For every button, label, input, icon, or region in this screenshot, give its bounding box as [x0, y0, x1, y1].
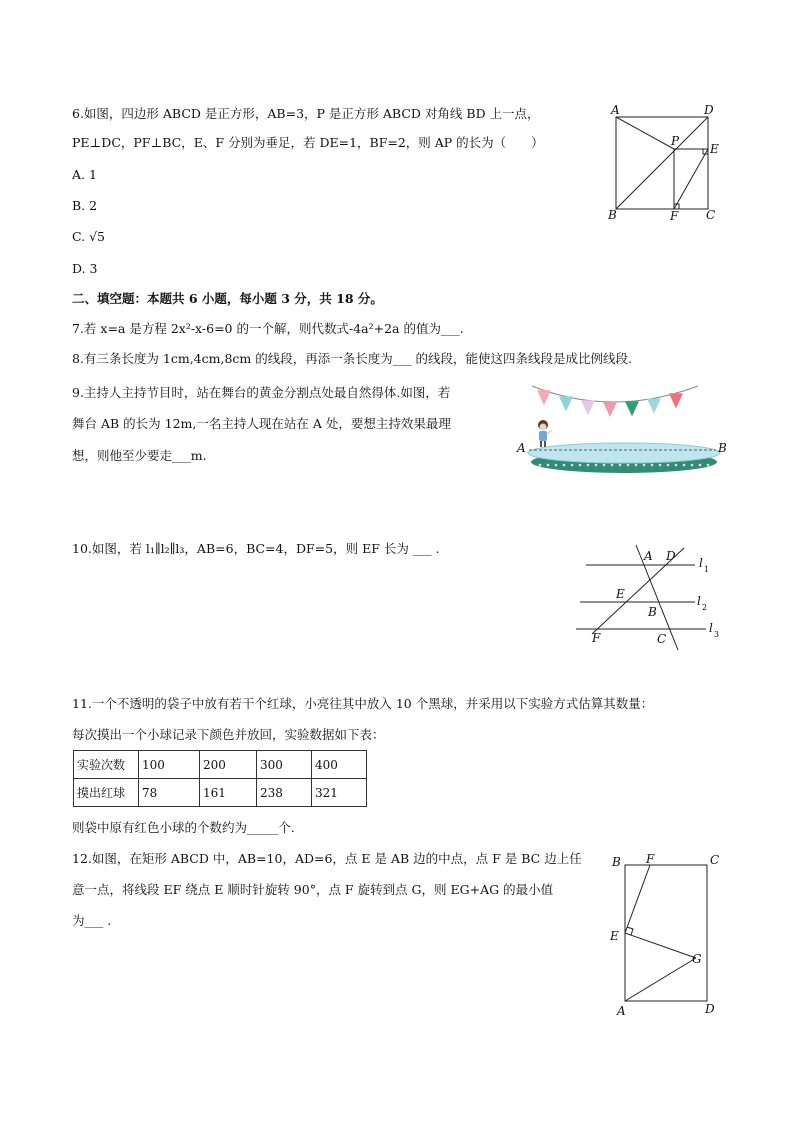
bunting-flag: [581, 400, 595, 415]
label-c: C: [706, 208, 716, 222]
label-l1-sub: 1: [704, 565, 710, 574]
q8-text: 8.有三条长度为 1cm,4cm,8cm 的线段，再添一条长度为___ 的线段，能使这四条线段是成比例线段.: [72, 351, 632, 366]
table-cell: 200: [200, 751, 257, 779]
table-row: [74, 751, 367, 779]
stage-dot: [683, 464, 686, 467]
bunting-flags: [537, 390, 683, 417]
segment-ef: [625, 865, 650, 933]
bunting-flag: [559, 396, 573, 411]
table-row: [74, 779, 367, 807]
stage-dot: [659, 464, 662, 467]
q6-text-line1: 6.如图，四边形 ABCD 是正方形，AB=3，P 是正方形 ABCD 对角线 BD 上一点，: [72, 106, 540, 121]
table-cell: 238: [257, 779, 312, 807]
stage-dot: [595, 464, 598, 467]
label-f: F: [646, 852, 655, 866]
stage-dot: [563, 464, 566, 467]
stage-dot: [651, 464, 654, 467]
bunting-flag: [669, 393, 683, 408]
stage-dot: [675, 464, 678, 467]
bunting-flag: [537, 390, 551, 405]
q9-text-line1: 9.主持人主持节目时，站在舞台的黄金分割点处最自然得体.如图，若: [72, 385, 451, 400]
q9-text-line2: 舞台 AB 的长为 12m,一名主持人现在站在 A 处，要想主持效果最理: [72, 416, 451, 431]
table-cell: 400: [312, 751, 367, 779]
label-l1: l: [699, 556, 703, 570]
bunting-flag: [603, 402, 617, 417]
label-g: G: [692, 952, 702, 966]
segment-ap: [616, 117, 674, 149]
stage-top: [528, 443, 720, 463]
q6-option-d: D. 3: [72, 261, 98, 276]
bunting-flag: [647, 398, 661, 413]
q10-text: 10.如图，若 l₁∥l₂∥l₃，AB=6，BC=4，DF=5，则 EF 长为 ___ .: [72, 541, 440, 556]
label-l3-sub: 3: [714, 630, 720, 639]
q11-text-line1: 11.一个不透明的袋子中放有若干个红球，小亮往其中放入 10 个黑球，并采用以下实验方式估算其数量：: [72, 696, 654, 711]
label-e: E: [610, 929, 619, 943]
diagonal-bd: [616, 117, 708, 209]
label-l2-sub: 2: [702, 603, 708, 612]
table-cell: 78: [139, 779, 200, 807]
stage-dot: [619, 464, 622, 467]
section2-title: 二、填空题：本题共 6 小题，每小题 3 分，共 18 分。: [72, 291, 383, 306]
host-figure: [538, 420, 552, 447]
segment-ag: [625, 958, 696, 1001]
stage-dot: [579, 464, 582, 467]
table-cell: 摸出红球: [74, 779, 139, 807]
q12-text-line2: 意一点，将线段 EF 绕点 E 顺时针旋转 90°，点 F 旋转到点 G，则 EG+AG 的最小值: [72, 882, 554, 897]
label-l2: l: [697, 594, 701, 608]
q9-text-line3: 想，则他至少要走___m.: [72, 448, 207, 463]
label-d: D: [666, 549, 676, 563]
stage-dot: [603, 464, 606, 467]
q6-option-a: A. 1: [72, 167, 97, 182]
stage-dot: [627, 464, 630, 467]
label-d: D: [705, 1002, 715, 1016]
label-c: C: [657, 632, 667, 646]
label-b: B: [608, 208, 617, 222]
table-cell: 300: [257, 751, 312, 779]
stage-dot: [707, 464, 710, 467]
label-f: F: [670, 209, 679, 223]
table-cell: 实验次数: [74, 751, 139, 779]
stage-dot: [587, 464, 590, 467]
label-p: P: [671, 134, 680, 148]
table-cell: 161: [200, 779, 257, 807]
label-b: B: [718, 441, 727, 455]
q7-text: 7.若 x=a 是方程 2x²-x-6=0 的一个解，则代数式-4a²+2a 的值为___.: [72, 321, 464, 336]
stage-dot: [611, 464, 614, 467]
q6-text-line2: PE⊥DC，PF⊥BC，E、F 分别为垂足，若 DE=1，BF=2，则 AP 的长为（ ）: [72, 135, 544, 150]
q6-square-figure: [600, 100, 730, 225]
stage-dot: [691, 464, 694, 467]
label-l3: l: [709, 621, 713, 635]
rectangle-abcd: [625, 865, 707, 1001]
label-e: E: [616, 587, 625, 601]
stage-dot: [555, 464, 558, 467]
label-b: B: [648, 605, 657, 619]
label-c: C: [710, 853, 720, 867]
label-a: A: [644, 549, 653, 563]
q12-text-line3: 为___ .: [72, 913, 112, 928]
label-d: D: [704, 103, 714, 117]
q11-text-line3: 则袋中原有红色小球的个数约为_____个.: [72, 820, 295, 835]
label-a: A: [611, 103, 620, 117]
stage-dot: [539, 464, 542, 467]
segment-fe: [674, 149, 708, 209]
label-a: A: [517, 441, 526, 455]
table-cell: 321: [312, 779, 367, 807]
label-f: F: [592, 631, 601, 645]
segment-eg: [625, 933, 696, 958]
q6-option-c: C. √5: [72, 229, 105, 244]
q11-text-line2: 每次摸出一个小球记录下颜色并放回，实验数据如下表：: [72, 727, 385, 742]
stage-dot: [699, 464, 702, 467]
label-b: B: [612, 855, 621, 869]
label-a: A: [617, 1004, 626, 1018]
bunting-flag: [625, 401, 639, 416]
q6-option-b: B. 2: [72, 198, 98, 213]
q12-rectangle-figure: [604, 850, 729, 1020]
q11-data-table: [73, 750, 367, 807]
q12-text-line1: 12.如图，在矩形 ABCD 中，AB=10，AD=6，点 E 是 AB 边的中点，点 F 是 BC 边上任: [72, 851, 582, 866]
q10-parallel-lines-figure: [560, 540, 730, 655]
stage-dot: [667, 464, 670, 467]
stage-dot: [643, 464, 646, 467]
q9-stage-figure: [512, 378, 732, 478]
table-cell: 100: [139, 751, 200, 779]
stage-dot: [547, 464, 550, 467]
stage-dot: [635, 464, 638, 467]
label-e: E: [710, 142, 719, 156]
stage-dot: [571, 464, 574, 467]
